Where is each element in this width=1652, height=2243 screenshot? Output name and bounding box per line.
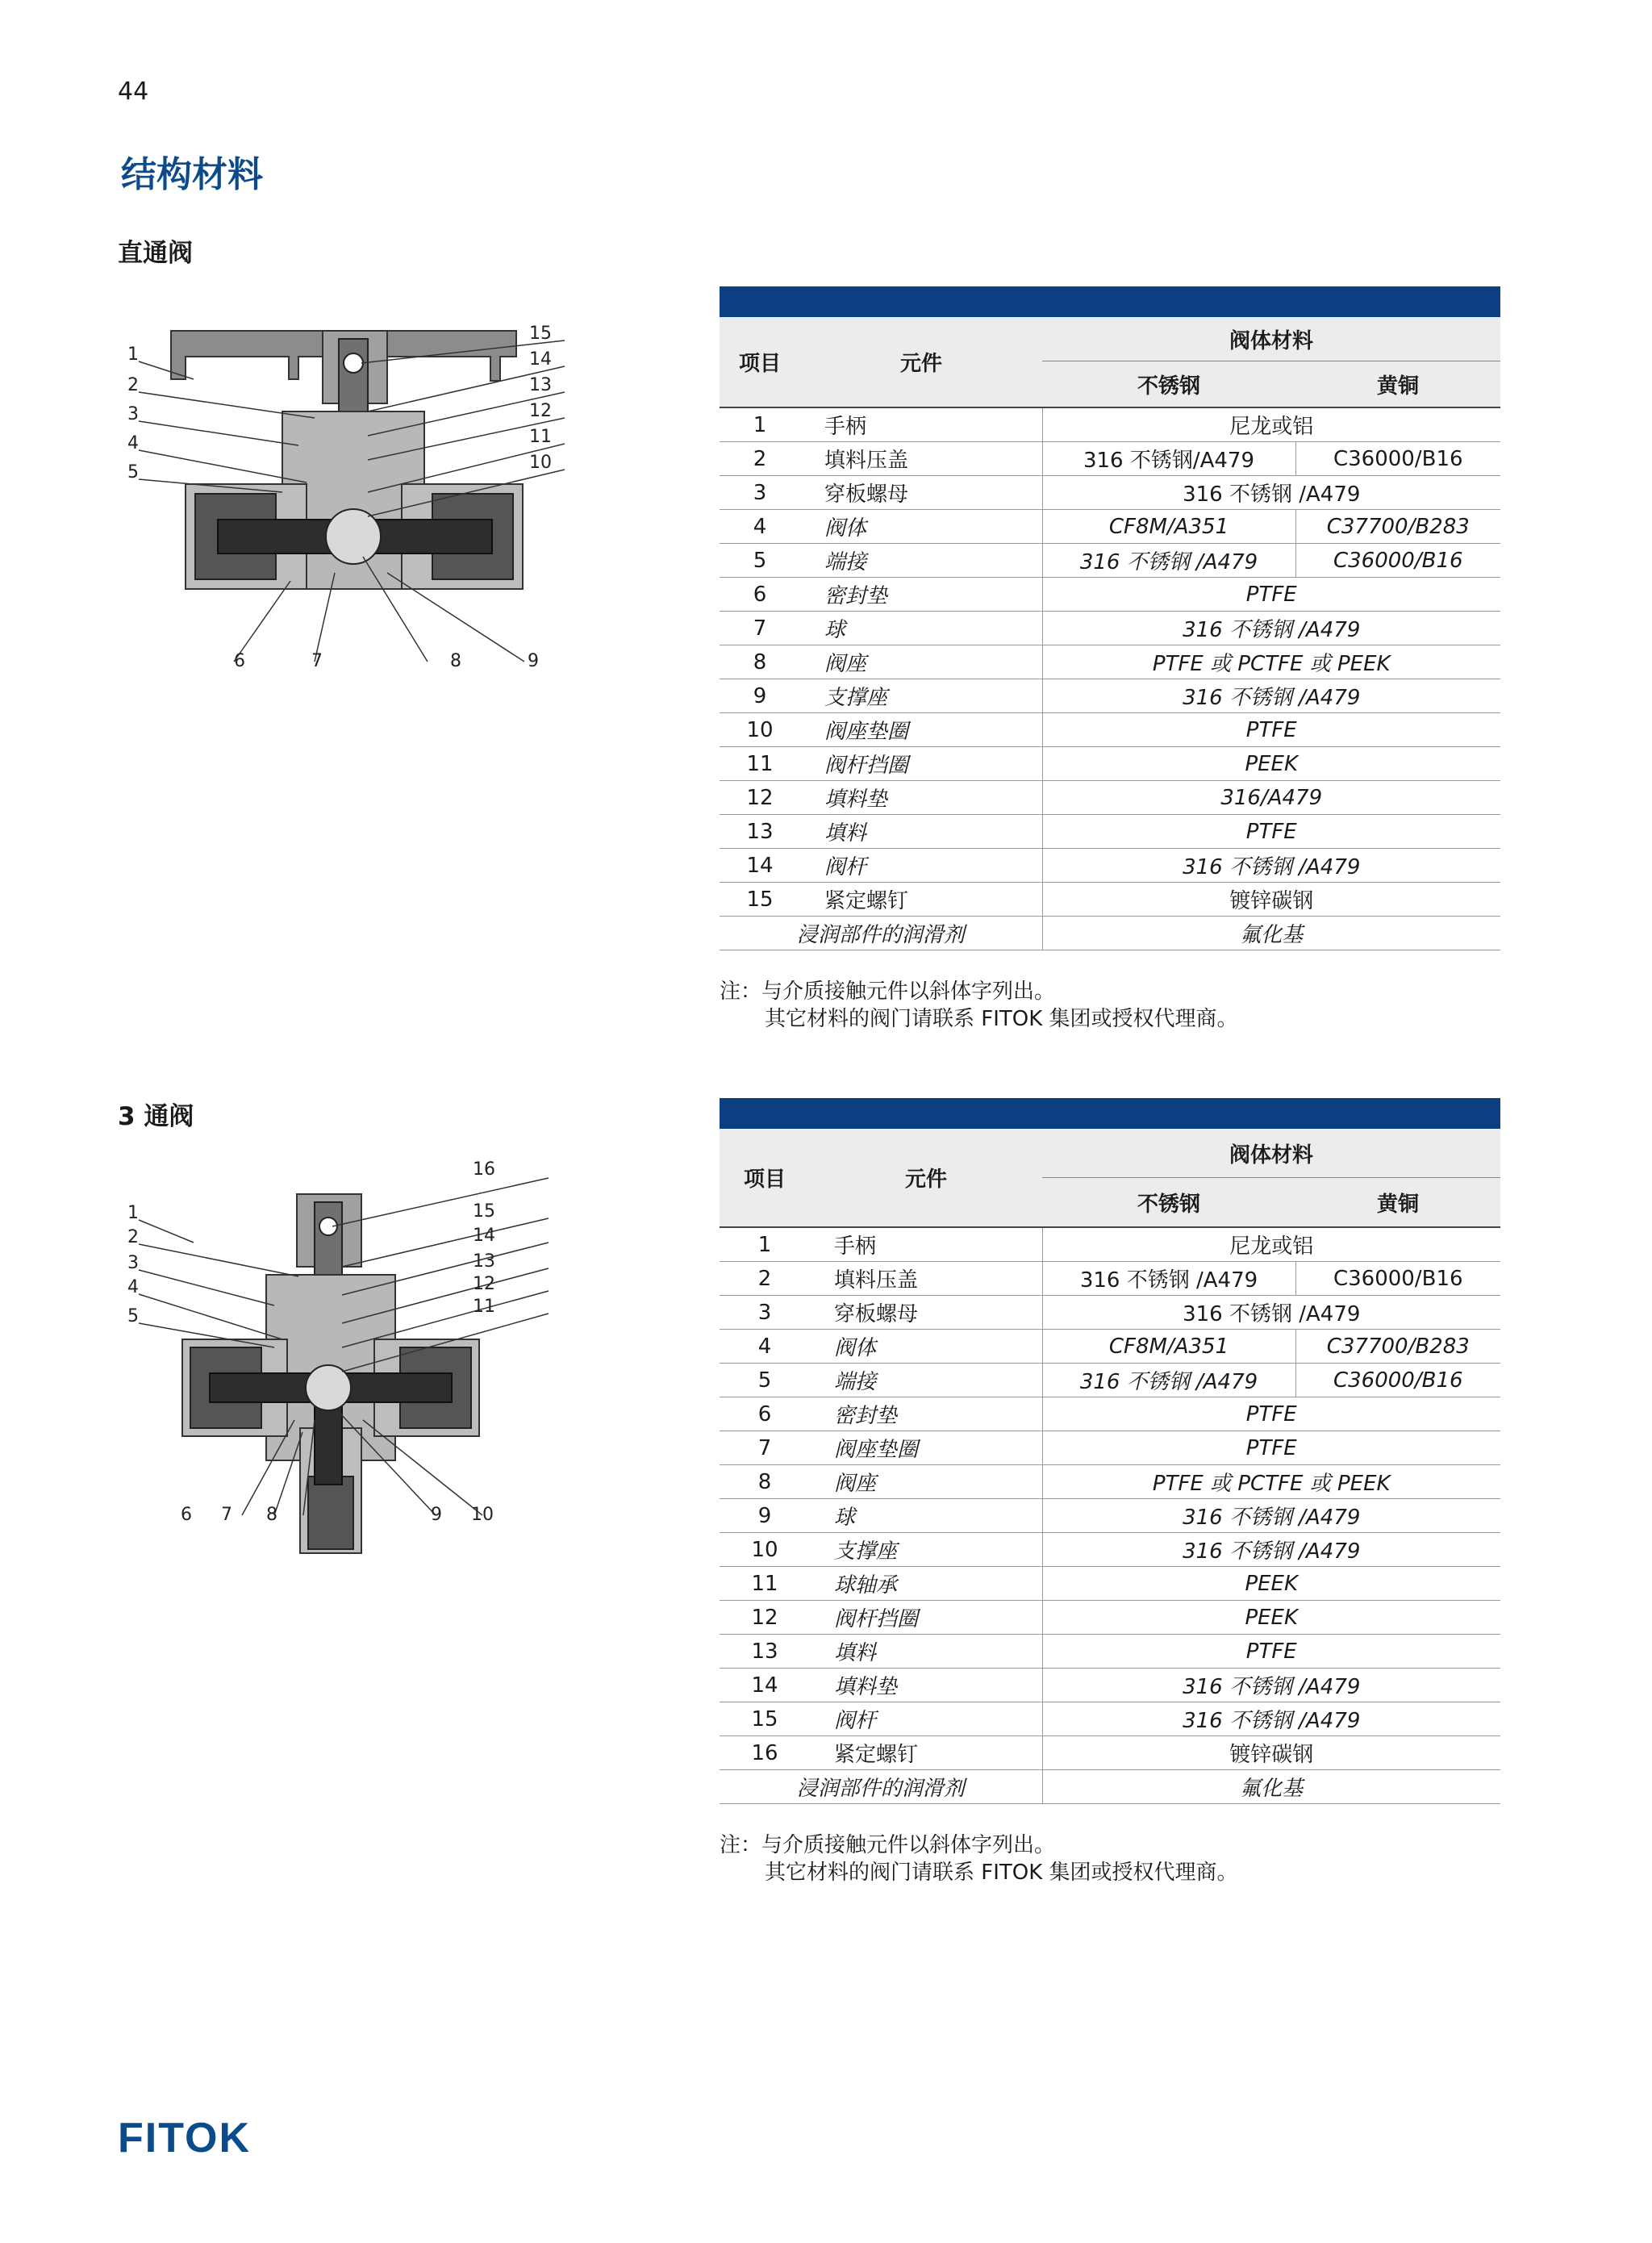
table-row	[720, 1567, 1500, 1601]
callout-6: 6	[181, 1505, 192, 1525]
header-brass: 黄铜	[1295, 1178, 1500, 1228]
item-number: 3	[720, 476, 800, 510]
table-row	[720, 645, 1500, 679]
lubricant-material: 氟化基	[1042, 1770, 1500, 1804]
material-value: 镀锌碳钢	[1042, 883, 1500, 917]
table-row	[720, 1397, 1500, 1431]
table-row	[720, 883, 1500, 917]
brand-logo: FITOK	[118, 2115, 252, 2162]
callout-7: 7	[221, 1505, 232, 1525]
item-number: 7	[720, 1431, 810, 1465]
callout-12: 12	[473, 1274, 495, 1294]
callout-15: 15	[529, 324, 552, 344]
callout-14: 14	[529, 349, 552, 370]
table-row	[720, 1499, 1500, 1533]
lubricant-row	[720, 917, 1500, 950]
callout-4: 4	[127, 1277, 139, 1297]
stainless-material: 316 不锈钢 /A479	[1042, 1262, 1295, 1296]
table-row	[720, 544, 1500, 578]
item-number: 7	[720, 612, 800, 645]
callout-9: 9	[431, 1505, 442, 1525]
item-number: 5	[720, 544, 800, 578]
component-name: 密封垫	[810, 1397, 1042, 1431]
table-row	[720, 510, 1500, 544]
material-value: PEEK	[1042, 747, 1500, 781]
material-value: PTFE	[1042, 1397, 1500, 1431]
item-number: 4	[720, 510, 800, 544]
material-value: PTFE	[1042, 713, 1500, 747]
component-name: 支撑座	[800, 679, 1042, 713]
table-row	[720, 849, 1500, 883]
lubricant-label: 浸润部件的润滑剂	[720, 917, 1042, 950]
item-number: 13	[720, 1635, 810, 1669]
callout-6: 6	[234, 651, 245, 671]
table-row	[720, 476, 1500, 510]
item-number: 13	[720, 815, 800, 849]
component-name: 支撑座	[810, 1533, 1042, 1567]
callout-10: 10	[529, 453, 552, 473]
material-value: PTFE 或 PCTFE 或 PEEK	[1042, 645, 1500, 679]
material-value: 316 不锈钢 /A479	[1042, 679, 1500, 713]
header-stainless: 不锈钢	[1042, 361, 1295, 408]
material-value: PTFE	[1042, 1431, 1500, 1465]
table-row	[720, 713, 1500, 747]
material-value: 316 不锈钢 /A479	[1042, 1296, 1500, 1330]
callout-3: 3	[127, 1253, 139, 1273]
component-name: 填料	[800, 815, 1042, 849]
component-name: 阀座	[810, 1465, 1042, 1499]
material-value: PTFE	[1042, 815, 1500, 849]
component-name: 球	[800, 612, 1042, 645]
callout-2: 2	[127, 1227, 139, 1247]
callout-11: 11	[473, 1297, 495, 1317]
component-name: 阀座	[800, 645, 1042, 679]
header-brass: 黄铜	[1295, 361, 1500, 408]
table-row	[720, 442, 1500, 476]
item-number: 10	[720, 713, 800, 747]
material-value: PEEK	[1042, 1567, 1500, 1601]
header-item: 项目	[720, 317, 800, 407]
header-component: 元件	[810, 1129, 1042, 1227]
stainless-material: CF8M/A351	[1042, 1330, 1295, 1364]
stainless-material: 316 不锈钢/A479	[1042, 442, 1295, 476]
page-number: 44	[118, 77, 149, 106]
table-row	[720, 1601, 1500, 1635]
component-name: 端接	[810, 1364, 1042, 1397]
brass-material: C37700/B283	[1295, 510, 1500, 544]
component-name: 密封垫	[800, 578, 1042, 612]
item-number: 9	[720, 1499, 810, 1533]
table-body	[720, 407, 1500, 950]
callout-8: 8	[266, 1505, 277, 1525]
header-item: 项目	[720, 1129, 810, 1227]
component-name: 阀杆挡圈	[800, 747, 1042, 781]
material-value: 316 不锈钢 /A479	[1042, 1669, 1500, 1702]
callout-5: 5	[127, 462, 139, 482]
callout-9: 9	[528, 651, 539, 671]
component-name: 穿板螺母	[800, 476, 1042, 510]
table-row	[720, 1533, 1500, 1567]
callout-10: 10	[471, 1505, 494, 1525]
component-name: 球轴承	[810, 1567, 1042, 1601]
component-name: 阀座垫圈	[810, 1431, 1042, 1465]
item-number: 3	[720, 1296, 810, 1330]
item-number: 12	[720, 781, 800, 815]
item-number: 1	[720, 407, 800, 442]
table-row	[720, 1465, 1500, 1499]
table-row	[720, 1635, 1500, 1669]
item-number: 11	[720, 1567, 810, 1601]
callout-1: 1	[127, 345, 139, 365]
stainless-material: 316 不锈钢 /A479	[1042, 544, 1295, 578]
table-row	[720, 1669, 1500, 1702]
callout-8: 8	[450, 651, 461, 671]
component-name: 紧定螺钉	[810, 1736, 1042, 1770]
header-component: 元件	[800, 317, 1042, 407]
component-name: 阀杆	[810, 1702, 1042, 1736]
materials-table-3way	[720, 1098, 1500, 1804]
callout-16: 16	[473, 1159, 495, 1180]
lubricant-label: 浸润部件的润滑剂	[720, 1770, 1042, 1804]
brass-material: C36000/B16	[1295, 1262, 1500, 1296]
item-number: 6	[720, 578, 800, 612]
item-number: 4	[720, 1330, 810, 1364]
table-row	[720, 1296, 1500, 1330]
item-number: 8	[720, 1465, 810, 1499]
section-title-straight: 直通阀	[118, 239, 193, 268]
material-value: 316 不锈钢 /A479	[1042, 1533, 1500, 1567]
callout-7: 7	[311, 651, 323, 671]
three-way-valve-diagram	[121, 1154, 605, 1581]
component-name: 填料垫	[810, 1669, 1042, 1702]
straight-valve-diagram	[121, 315, 605, 678]
table-row	[720, 1262, 1500, 1296]
lubricant-row	[720, 1770, 1500, 1804]
table-row	[720, 1227, 1500, 1262]
table-row	[720, 747, 1500, 781]
brass-material: C36000/B16	[1295, 544, 1500, 578]
item-number: 1	[720, 1227, 810, 1262]
note-line-1: 注：与介质接触元件以斜体字列出。	[720, 1833, 1056, 1857]
material-value: 316/A479	[1042, 781, 1500, 815]
material-value: 316 不锈钢 /A479	[1042, 476, 1500, 510]
note-3way	[720, 1832, 1238, 1886]
item-number: 15	[720, 883, 800, 917]
item-number: 2	[720, 442, 800, 476]
component-name: 填料压盖	[810, 1262, 1042, 1296]
section-title-3way: 3 通阀	[118, 1102, 194, 1131]
material-value: 尼龙或铝	[1042, 1227, 1500, 1262]
material-value: 尼龙或铝	[1042, 407, 1500, 442]
material-value: PEEK	[1042, 1601, 1500, 1635]
note-line-2: 其它材料的阀门请联系 FITOK 集团或授权代理商。	[765, 1861, 1238, 1885]
material-value: 316 不锈钢 /A479	[1042, 1499, 1500, 1533]
callout-5: 5	[127, 1306, 139, 1326]
material-value: 316 不锈钢 /A479	[1042, 849, 1500, 883]
table-body	[720, 1227, 1500, 1804]
component-name: 穿板螺母	[810, 1296, 1042, 1330]
note-line-2: 其它材料的阀门请联系 FITOK 集团或授权代理商。	[765, 1007, 1238, 1031]
item-number: 16	[720, 1736, 810, 1770]
component-name: 填料垫	[800, 781, 1042, 815]
materials-table-straight	[720, 286, 1500, 950]
table-row	[720, 1364, 1500, 1397]
component-name: 手柄	[810, 1227, 1042, 1262]
table-header-bar	[720, 1098, 1500, 1129]
material-value: PTFE 或 PCTFE 或 PEEK	[1042, 1465, 1500, 1499]
material-value: PTFE	[1042, 578, 1500, 612]
header-body-material: 阀体材料	[1042, 317, 1500, 361]
brass-material: C37700/B283	[1295, 1330, 1500, 1364]
table-row	[720, 815, 1500, 849]
table-row	[720, 781, 1500, 815]
material-value: PTFE	[1042, 1635, 1500, 1669]
callout-11: 11	[529, 427, 552, 447]
table-row	[720, 1330, 1500, 1364]
item-number: 15	[720, 1702, 810, 1736]
component-name: 阀杆挡圈	[810, 1601, 1042, 1635]
material-value: 镀锌碳钢	[1042, 1736, 1500, 1770]
component-name: 填料	[810, 1635, 1042, 1669]
component-name: 阀体	[800, 510, 1042, 544]
item-number: 8	[720, 645, 800, 679]
callout-14: 14	[473, 1226, 495, 1246]
table-header-bar	[720, 286, 1500, 317]
callout-15: 15	[473, 1201, 495, 1222]
callout-1: 1	[127, 1203, 139, 1223]
callout-2: 2	[127, 375, 139, 395]
note-straight	[720, 978, 1238, 1033]
table-row	[720, 1431, 1500, 1465]
stainless-material: 316 不锈钢 /A479	[1042, 1364, 1295, 1397]
item-number: 9	[720, 679, 800, 713]
callout-13: 13	[473, 1251, 495, 1272]
component-name: 阀体	[810, 1330, 1042, 1364]
header-stainless: 不锈钢	[1042, 1178, 1295, 1228]
item-number: 11	[720, 747, 800, 781]
callout-4: 4	[127, 433, 139, 453]
item-number: 12	[720, 1601, 810, 1635]
component-name: 阀座垫圈	[800, 713, 1042, 747]
note-line-1: 注：与介质接触元件以斜体字列出。	[720, 979, 1056, 1004]
table-row	[720, 578, 1500, 612]
component-name: 填料压盖	[800, 442, 1042, 476]
callout-12: 12	[529, 401, 552, 421]
item-number: 5	[720, 1364, 810, 1397]
page-title: 结构材料	[121, 154, 263, 195]
callout-13: 13	[529, 375, 552, 395]
component-name: 紧定螺钉	[800, 883, 1042, 917]
brass-material: C36000/B16	[1295, 1364, 1500, 1397]
item-number: 14	[720, 849, 800, 883]
item-number: 14	[720, 1669, 810, 1702]
table-row	[720, 1736, 1500, 1770]
callout-3: 3	[127, 404, 139, 424]
component-name: 手柄	[800, 407, 1042, 442]
brass-material: C36000/B16	[1295, 442, 1500, 476]
table-row	[720, 612, 1500, 645]
lubricant-material: 氟化基	[1042, 917, 1500, 950]
material-value: 316 不锈钢 /A479	[1042, 1702, 1500, 1736]
table-row	[720, 679, 1500, 713]
header-body-material: 阀体材料	[1042, 1129, 1500, 1178]
component-name: 端接	[800, 544, 1042, 578]
item-number: 2	[720, 1262, 810, 1296]
item-number: 10	[720, 1533, 810, 1567]
table-row	[720, 407, 1500, 442]
table-row	[720, 1702, 1500, 1736]
material-value: 316 不锈钢 /A479	[1042, 612, 1500, 645]
component-name: 球	[810, 1499, 1042, 1533]
stainless-material: CF8M/A351	[1042, 510, 1295, 544]
component-name: 阀杆	[800, 849, 1042, 883]
item-number: 6	[720, 1397, 810, 1431]
